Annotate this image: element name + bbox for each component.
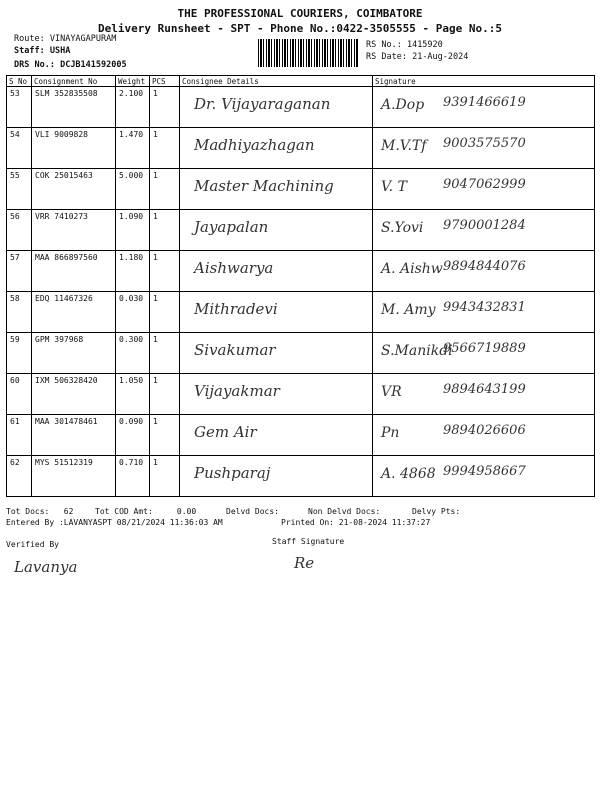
table-row — [7, 87, 595, 128]
col-weight: Weight — [116, 76, 150, 87]
consignee-name: Mithradevi — [194, 300, 278, 318]
row-pcs: 1 — [153, 335, 158, 344]
row-pcs: 1 — [153, 253, 158, 262]
signature-initial: Pn — [381, 425, 400, 441]
rs-no-line — [366, 40, 443, 50]
consignee-name: Pushparaj — [194, 464, 271, 482]
signature-phone: 9391466619 — [443, 95, 526, 110]
table-row — [7, 415, 595, 456]
row-sno: 58 — [10, 294, 20, 303]
row-sno: 56 — [10, 212, 20, 221]
entered-by: Entered By :LAVANYASPT 08/21/2024 11:36:03 AM — [6, 518, 223, 527]
signature-initial: M.V.Tf — [381, 138, 427, 154]
row-sno: 59 — [10, 335, 20, 344]
rs-date-label: RS Date: — [366, 52, 407, 62]
row-weight: 0.090 — [119, 417, 144, 426]
route-value: VINAYAGAPURAM — [49, 34, 117, 44]
row-consignment: GPM 397968 — [35, 335, 84, 344]
row-weight: 1.090 — [119, 212, 144, 221]
row-consignment: IXM 506328420 — [35, 376, 98, 385]
runsheet-table — [6, 75, 595, 497]
row-sno: 60 — [10, 376, 20, 385]
row-consignment: VRR 7410273 — [35, 212, 88, 221]
table-row — [7, 333, 595, 374]
signature-phone: 9894844076 — [443, 259, 526, 274]
signature-cell — [373, 333, 594, 373]
signature-initial: M. Amy — [381, 302, 436, 318]
consignee-name: Sivakumar — [194, 341, 276, 359]
route-line — [14, 34, 116, 44]
delvd-docs: Delvd Docs: — [226, 507, 279, 516]
row-pcs: 1 — [153, 130, 158, 139]
row-weight: 2.100 — [119, 89, 144, 98]
signature-initial: A. Aishw — [381, 261, 443, 277]
drs-line — [14, 60, 127, 70]
consignee-name: Aishwarya — [194, 259, 274, 277]
signature-phone: 9894026606 — [443, 423, 526, 438]
signature-initial: A. 4868 — [381, 466, 436, 482]
row-consignment: MAA 301478461 — [35, 417, 98, 426]
tot-docs: Tot Docs: 62 — [6, 507, 74, 516]
col-consignee: Consignee Details — [180, 76, 373, 87]
rs-date-value: 21-Aug-2024 — [412, 52, 469, 62]
signature-phone: 9790001284 — [443, 218, 526, 233]
row-consignment: MAA 866897560 — [35, 253, 98, 262]
row-weight: 0.030 — [119, 294, 144, 303]
row-weight: 1.470 — [119, 130, 144, 139]
row-sno: 54 — [10, 130, 20, 139]
barcode-image — [258, 39, 358, 67]
row-sno: 62 — [10, 458, 20, 467]
consignee-name: Gem Air — [194, 423, 257, 441]
consignee-name: Madhiyazhagan — [194, 136, 315, 154]
row-consignment: VLI 9009828 — [35, 130, 88, 139]
row-sno: 61 — [10, 417, 20, 426]
consignee-name: Master Machining — [194, 177, 334, 195]
col-sno: S No — [7, 76, 32, 87]
signature-phone: 9943432831 — [443, 300, 526, 315]
signature-initial: S.Yovi — [381, 220, 424, 236]
row-sno: 53 — [10, 89, 20, 98]
signature-cell — [373, 251, 594, 291]
row-sno: 57 — [10, 253, 20, 262]
row-pcs: 1 — [153, 171, 158, 180]
row-consignment: EDQ 11467326 — [35, 294, 93, 303]
printed-on: Printed On: 21-08-2024 11:37:27 — [281, 518, 431, 527]
consignee-name: Vijayakmar — [194, 382, 280, 400]
non-delvd-docs: Non Delvd Docs: — [308, 507, 381, 516]
tot-cod-amt: Tot COD Amt: 0.00 — [95, 507, 197, 516]
signature-cell — [373, 87, 594, 127]
signature-phone: 9003575570 — [443, 136, 526, 151]
table-row — [7, 251, 595, 292]
drs-value: DCJB141592005 — [60, 60, 127, 70]
signature-cell — [373, 210, 594, 250]
staff-signature: Re — [294, 554, 315, 572]
signature-phone: 9047062999 — [443, 177, 526, 192]
row-pcs: 1 — [153, 417, 158, 426]
signature-cell — [373, 456, 594, 496]
row-pcs: 1 — [153, 89, 158, 98]
row-consignment: MYS 51512319 — [35, 458, 93, 467]
rs-no-label: RS No.: — [366, 40, 402, 50]
signature-phone: 9566719889 — [443, 341, 526, 356]
staff-label: Staff: — [14, 46, 45, 56]
signature-cell — [373, 292, 594, 332]
row-pcs: 1 — [153, 212, 158, 221]
signature-cell — [373, 415, 594, 455]
consignee-name: Dr. Vijayaraganan — [194, 95, 331, 113]
signature-initial: S.Manikdi — [381, 343, 453, 359]
signature-cell — [373, 169, 594, 209]
row-weight: 0.300 — [119, 335, 144, 344]
table-row — [7, 169, 595, 210]
company-title: THE PROFESSIONAL COURIERS, COIMBATORE — [177, 7, 423, 20]
row-pcs: 1 — [153, 294, 158, 303]
table-row — [7, 210, 595, 251]
row-weight: 1.050 — [119, 376, 144, 385]
signature-initial: VR — [381, 384, 402, 400]
rs-no-value: 1415920 — [406, 40, 443, 50]
drs-label: DRS No.: — [14, 60, 55, 70]
runsheet-subtitle: Delivery Runsheet - SPT - Phone No.:0422-3505555 - Page No.:5 — [98, 22, 502, 35]
row-weight: 5.000 — [119, 171, 144, 180]
verified-by-label: Verified By — [6, 540, 59, 549]
delvy-pts: Delvy Pts: — [412, 507, 461, 516]
verifier-signature: Lavanya — [14, 558, 78, 576]
staff-value: USHA — [49, 46, 71, 56]
signature-phone: 9894643199 — [443, 382, 526, 397]
table-row — [7, 292, 595, 333]
row-consignment: SLM 352835508 — [35, 89, 98, 98]
col-consignment: Consignment No — [32, 76, 116, 87]
col-signature: Signature — [373, 76, 595, 87]
table-header-row — [7, 76, 595, 87]
table-row — [7, 374, 595, 415]
row-weight: 1.180 — [119, 253, 144, 262]
signature-initial: V. T — [381, 179, 407, 195]
consignee-name: Jayapalan — [194, 218, 269, 236]
col-pcs: PCS — [150, 76, 180, 87]
signature-cell — [373, 374, 594, 414]
staff-line — [14, 46, 70, 56]
row-pcs: 1 — [153, 458, 158, 467]
row-consignment: COK 25015463 — [35, 171, 93, 180]
signature-initial: A.Dop — [381, 97, 425, 113]
row-sno: 55 — [10, 171, 20, 180]
row-weight: 0.710 — [119, 458, 144, 467]
table-row — [7, 456, 595, 497]
staff-signature-label: Staff Signature — [272, 537, 345, 546]
row-pcs: 1 — [153, 376, 158, 385]
signature-phone: 9994958667 — [443, 464, 526, 479]
route-label: Route: — [14, 34, 45, 44]
signature-cell — [373, 128, 594, 168]
rs-date-line — [366, 52, 468, 62]
table-row — [7, 128, 595, 169]
